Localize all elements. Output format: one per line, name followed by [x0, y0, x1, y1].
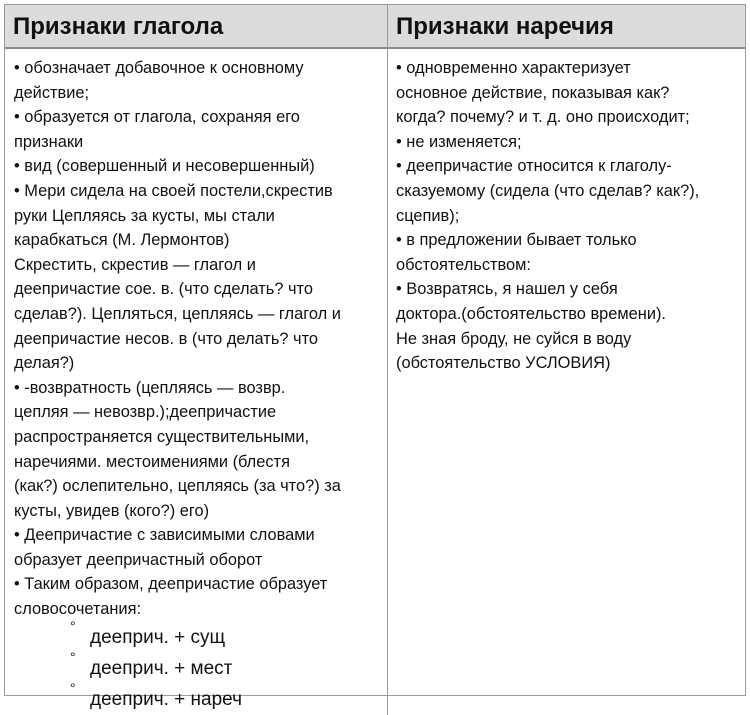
- text-line: деепричастие сое. в. (что сделать? что: [14, 280, 313, 299]
- text-line: основное действие, показывая как?: [396, 83, 670, 102]
- bullet-icon: °: [70, 617, 76, 634]
- verb-features-cell: [5, 49, 388, 715]
- text-line: Скрестить, скрестив — глагол и: [14, 255, 256, 274]
- text-line: • -возвратность (цепляясь — возвр.: [14, 378, 286, 397]
- text-line: обстоятельством:: [396, 255, 531, 274]
- text-line: руки Цепляясь за кусты, мы стали: [14, 206, 275, 225]
- text-line: распространяется существительными,: [14, 427, 310, 446]
- text-line: словосочетания:: [14, 600, 142, 619]
- comparison-table: [4, 4, 746, 710]
- text-line: • образуется от глагола, сохраняя его: [14, 108, 300, 127]
- text-line: кусты, увидев (кого?) его): [14, 501, 210, 520]
- text-line: карабкаться (М. Лермонтов): [14, 231, 230, 250]
- text-line: сделав?). Цепляться, цепляясь — глагол и: [14, 304, 341, 323]
- text-line: образует деепричастный оборот: [14, 550, 263, 569]
- text-line: • деепричастие относится к глаголу-: [396, 157, 672, 176]
- text-line: • в предложении бывает только: [396, 231, 637, 250]
- text-line: (обстоятельство УСЛОВИЯ): [396, 354, 611, 373]
- text-line: действие;: [14, 83, 90, 102]
- bullet-icon: °: [70, 679, 76, 696]
- text-line: сцепив);: [396, 206, 460, 225]
- text-line: • не изменяется;: [396, 132, 522, 151]
- header-verb-features: Признаки глагола: [5, 5, 388, 49]
- text-line: • одновременно характеризует: [396, 59, 631, 77]
- combo-item: [14, 679, 381, 715]
- word-combination-list: [14, 617, 381, 715]
- adverb-features-text: [396, 56, 739, 376]
- verb-features-text: [14, 56, 381, 622]
- text-line: наречиями. местоимениями (блестя: [14, 452, 290, 471]
- text-line: • обозначает добавочное к основному: [14, 59, 304, 77]
- text-line: доктора.(обстоятельство времени).: [396, 304, 666, 323]
- text-line: цепляя — невозвр.);деепричастие: [14, 403, 277, 422]
- text-line: когда? почему? и т. д. оно происходит;: [396, 108, 690, 127]
- text-line: делая?): [14, 354, 75, 373]
- text-line: • вид (совершенный и несовершенный): [14, 157, 315, 176]
- text-line: • Мери сидела на своей постели,скрестив: [14, 181, 333, 200]
- adverb-features-cell: [388, 49, 745, 715]
- text-line: Не зная броду, не суйся в воду: [396, 329, 632, 348]
- bullet-icon: °: [70, 648, 76, 665]
- text-line: деепричастие несов. в (что делать? что: [14, 329, 319, 348]
- text-line: признаки: [14, 132, 84, 151]
- text-line: (как?) ослепительно, цепляясь (за что?) за: [14, 477, 341, 496]
- text-line: • Деепричастие с зависимыми словами: [14, 526, 315, 545]
- combo-text: дееприч. + нареч: [90, 688, 242, 710]
- text-line: • Таким образом, деепричастие образует: [14, 575, 328, 594]
- combo-text: дееприч. + мест: [90, 657, 233, 679]
- text-line: сказуемому (сидела (что сделав? как?),: [396, 181, 700, 200]
- combo-text: дееприч. + сущ: [90, 626, 226, 648]
- header-adverb-features: Признаки наречия: [388, 5, 745, 49]
- text-line: • Возвратясь, я нашел у себя: [396, 280, 618, 299]
